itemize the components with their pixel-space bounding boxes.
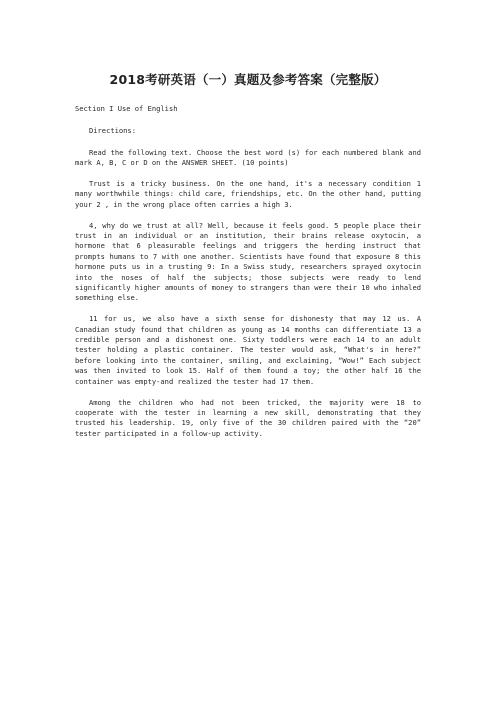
directions-text: Read the following text. Choose the best word (s) for each numbered blank and mark A, B, C or D on the ANSWER SHEET. (10 points) (75, 147, 421, 168)
paragraph-2: 4, why do we trust at all? Well, because it feels good. 5 people place their trust in an individual or an institution, their brains release oxytocin, a hormone that 6 pleasurable feelings and triggers the herding instruct that prompts humans to 7 with one another. Scientists have found that exposure 8 this hormone puts us in a trusting 9: In a Swiss study, researchers sprayed oxytocin into the noses of half the subjects; those subjects were ready to lend significantly higher amounts of money to strangers than were their 10 who inhaled something else. (75, 220, 421, 303)
section-heading: Section I Use of English (75, 104, 178, 113)
paragraph-3: 11 for us, we also have a sixth sense for dishonesty that may 12 us. A Canadian study found that children as young as 14 months can differentiate 13 a credible person and a dishonest one. Sixty toddlers were each 14 to an adult tester holding a plastic container. The tester would ask, “What's in here?” before looking into the container, smiling, and exclaiming, “Wow!” Each subject was then invited to look 15. Half of them found a toy; the other half 16 the container was empty-and realized the tester had 17 them. (75, 314, 421, 386)
directions-heading: Directions: (89, 126, 136, 136)
paragraph-4: Among the children who had not been tricked, the majority were 18 to cooperate with the tester in learning a new skill, demonstrating that they trusted his leadership. 19, only five of the 30 children paired with the “20” tester participated in a follow-up activity. (75, 397, 421, 438)
paragraph-1: Trust is a tricky business. On the one hand, it's a necessary condition 1 many worthwhile things: child care, friendships, etc. On the other hand, putting your 2 , in the wrong place often carries a high 3. (75, 179, 421, 209)
document-body (75, 104, 421, 450)
document-title: 2018考研英语（一）真题及参考答案（完整版） (109, 72, 387, 87)
